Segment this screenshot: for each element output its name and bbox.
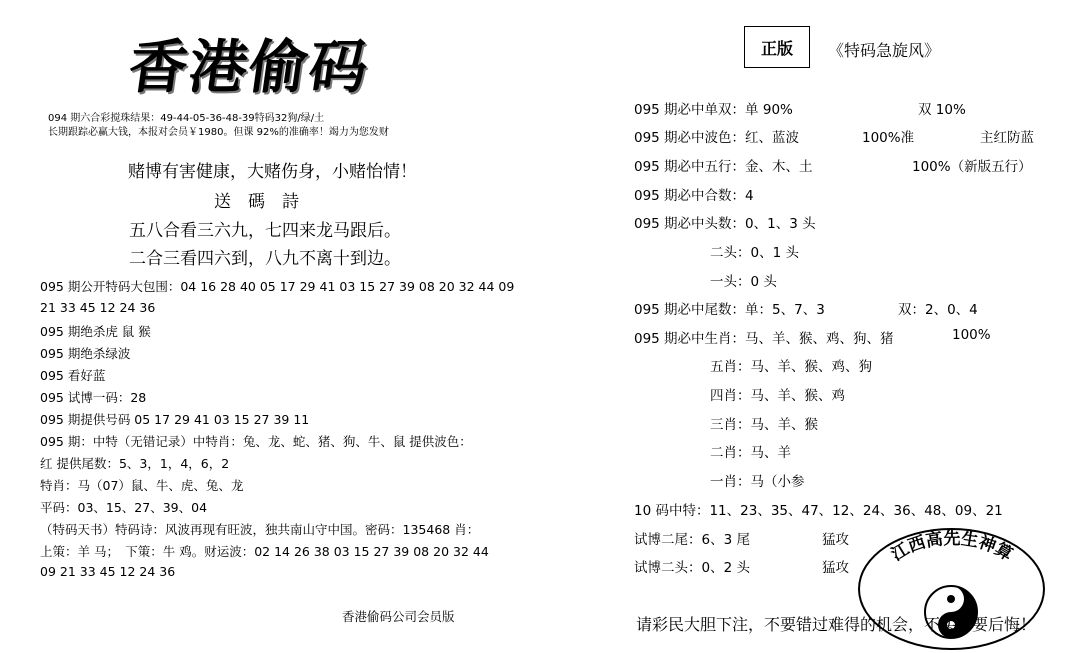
forecast-row: 095 期必中生肖：马、羊、猴、鸡、狗、猪 — [634, 331, 894, 347]
info-line: 095 看好蓝 — [40, 368, 106, 383]
forecast-row: 一肖：马（小参 — [710, 474, 805, 490]
info-line: （特码天书）特码诗：风波再现有旺波，独共南山守中国。密码：135468 肖： — [40, 522, 480, 537]
poem-line-1: 五八合看三六九，七四来龙马跟后。 — [129, 221, 401, 241]
forecast-row: 095 期必中合数：4 — [634, 188, 754, 204]
info-line: 095 期：中特（无错记录）中特肖：兔、龙、蛇、猪、狗、牛、鼠 提供波色： — [40, 434, 472, 449]
previous-result: 094 期六合彩搅珠结果：49-44-05-36-48-39特码32狗/绿/土 — [48, 113, 325, 124]
svg-text:江西高先生神算 — [888, 530, 1016, 565]
poem-line-2: 二合三看四六到，八九不离十到边。 — [129, 249, 401, 269]
forecast-row-value: 100% — [952, 327, 991, 343]
left-footer: 香港偷码公司会员版 — [342, 609, 455, 624]
info-line: 09 21 33 45 12 24 36 — [40, 564, 176, 579]
forecast-row: 095 期必中五行：金、木、土 — [634, 159, 813, 175]
forecast-row: 095 期必中尾数：单：5、7、3 — [634, 302, 825, 318]
info-line: 095 期提供号码 05 17 29 41 03 15 27 39 11 — [40, 412, 310, 427]
book-title: 《特码急旋风》 — [828, 41, 941, 60]
right-footer: 请彩民大胆下注，不要错过难得的机会，不买不要后悔！ — [636, 615, 1037, 634]
info-line: 095 试博一码：28 — [40, 390, 147, 405]
authentic-badge: 正版 — [744, 26, 810, 68]
forecast-row-value: 猛攻 — [822, 560, 849, 576]
forecast-row: 一头：0 头 — [710, 274, 777, 290]
forecast-row-value: 双：2、0、4 — [898, 302, 978, 318]
forecast-row-value: 双 10% — [918, 102, 966, 118]
forecast-row-value: 100%（新版五行） — [912, 159, 1032, 175]
forecast-row: 试博二尾：6、3 尾 — [634, 532, 750, 548]
info-line: 21 33 45 12 24 36 — [40, 300, 156, 315]
forecast-row: 095 期必中波色：红、蓝波 — [634, 130, 800, 146]
masthead-title: 香港偷码 — [124, 33, 375, 101]
forecast-row-note: 主红防蓝 — [980, 130, 1034, 146]
forecast-row: 五肖：马、羊、猴、鸡、狗 — [710, 359, 872, 375]
forecast-row: 试博二头：0、2 头 — [634, 560, 750, 576]
info-line: 095 期绝杀绿波 — [40, 346, 131, 361]
forecast-row-value: 猛攻 — [822, 532, 849, 548]
forecast-row: 10 码中特：11、23、35、47、12、24、36、48、09、21 — [634, 503, 1003, 519]
promo-line: 长期跟踪必赢大钱，本报对会员￥1980。但课 92%的准确率！竭力为您发财 — [48, 127, 389, 138]
forecast-row: 095 期必中单双：单 90% — [634, 102, 793, 118]
info-line: 特肖：马（07）鼠、牛、虎、兔、龙 — [40, 478, 244, 493]
forecast-row: 三肖：马、羊、猴 — [710, 417, 818, 433]
poem-title: 送 碼 詩 — [214, 192, 299, 212]
info-line: 095 期绝杀虎 鼠 猴 — [40, 324, 151, 339]
info-line: 平码：03、15、27、39、04 — [40, 500, 208, 515]
info-line: 红 提供尾数：5、3，1，4，6，2 — [40, 456, 230, 471]
forecast-row: 二头：0、1 头 — [710, 245, 799, 261]
forecast-row: 095 期必中头数：0、1、3 头 — [634, 216, 816, 232]
seal-text: 江西高先生神算 — [888, 530, 1016, 566]
info-line: 095 期公开特码大包围：04 16 28 40 05 17 29 41 03 15 27 39 08 20 32 44 09 — [40, 279, 515, 294]
slogan: 赌博有害健康，大赌伤身，小赌怡情！ — [128, 162, 417, 182]
info-line: 上策：羊 马； 下策：牛 鸡。财运波：02 14 26 38 03 15 27 39 08 20 32 44 — [40, 544, 489, 559]
forecast-row: 二肖：马、羊 — [710, 445, 791, 461]
forecast-row-value: 100%准 — [862, 130, 915, 146]
forecast-row: 四肖：马、羊、猴、鸡 — [710, 388, 845, 404]
